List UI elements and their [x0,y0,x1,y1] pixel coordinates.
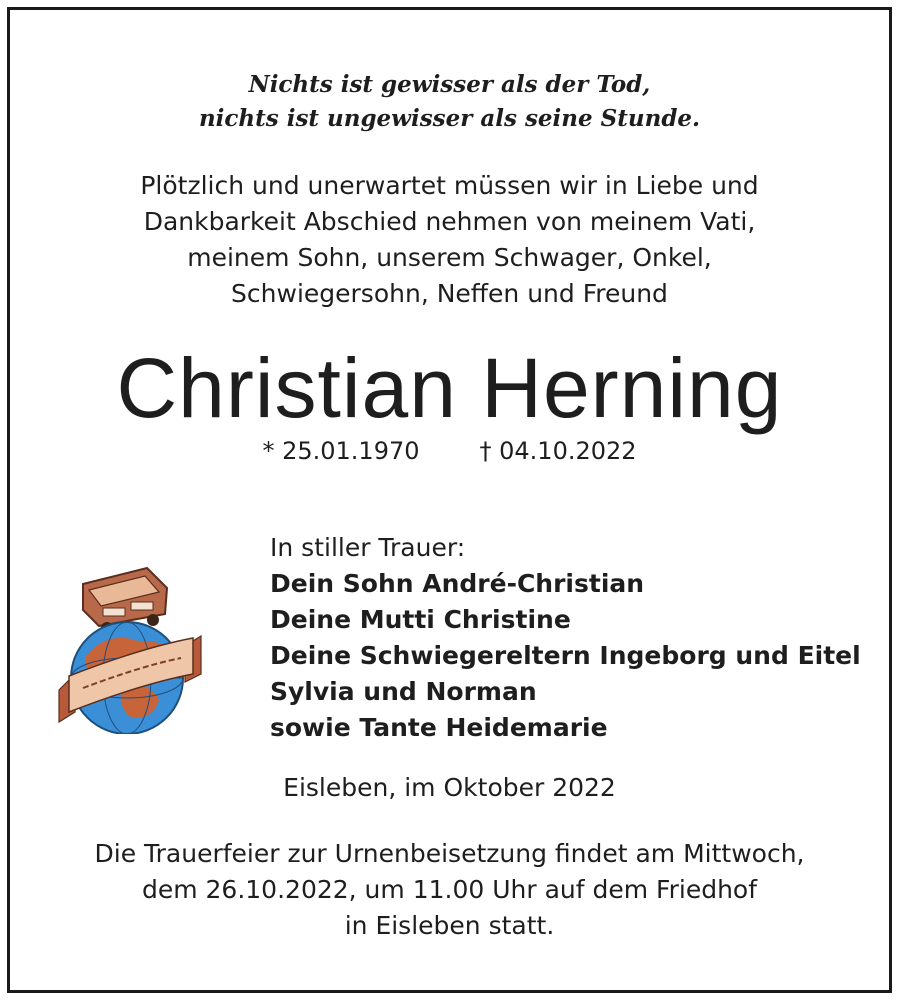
intro-line: Schwiegersohn, Neffen und Freund [231,279,668,308]
mourner-name: Deine Mutti Christine [270,605,571,634]
birth-date: * 25.01.1970 [262,437,420,465]
quote-line: nichts ist ungewisser als seine Stunde. [198,105,701,132]
intro-line: Dankbarkeit Abschied nehmen von meinem Vati, [143,207,756,236]
intro-text [0,168,899,312]
mourning-label: In stiller Trauer: [270,533,466,562]
deceased-name: Christian Herning [116,341,783,435]
service-line: dem 26.10.2022, um 11.00 Uhr auf dem Friedhof [141,875,758,904]
mourners-list [270,530,861,746]
mourner-name: Dein Sohn André-Christian [270,569,645,598]
mourner-name: Sylvia und Norman [270,677,537,706]
life-dates [0,434,899,468]
service-line: in Eisleben statt. [344,911,555,940]
globe-with-truck-emblem-icon [55,562,205,734]
place-and-date: Eisleben, im Oktober 2022 [283,773,616,802]
epigraph-quote [0,68,899,136]
quote-line: Nichts ist gewisser als der Tod, [248,71,651,98]
funeral-service-info [0,836,899,944]
mourner-name: Deine Schwiegereltern Ingeborg und Eitel [270,641,861,670]
intro-line: meinem Sohn, unserem Schwager, Onkel, [187,243,712,272]
death-date: † 04.10.2022 [479,437,637,465]
service-line: Die Trauerfeier zur Urnenbeisetzung findet am Mittwoch, [94,839,805,868]
mourner-name: sowie Tante Heidemarie [270,713,608,742]
intro-line: Plötzlich und unerwartet müssen wir in Liebe und [140,171,759,200]
